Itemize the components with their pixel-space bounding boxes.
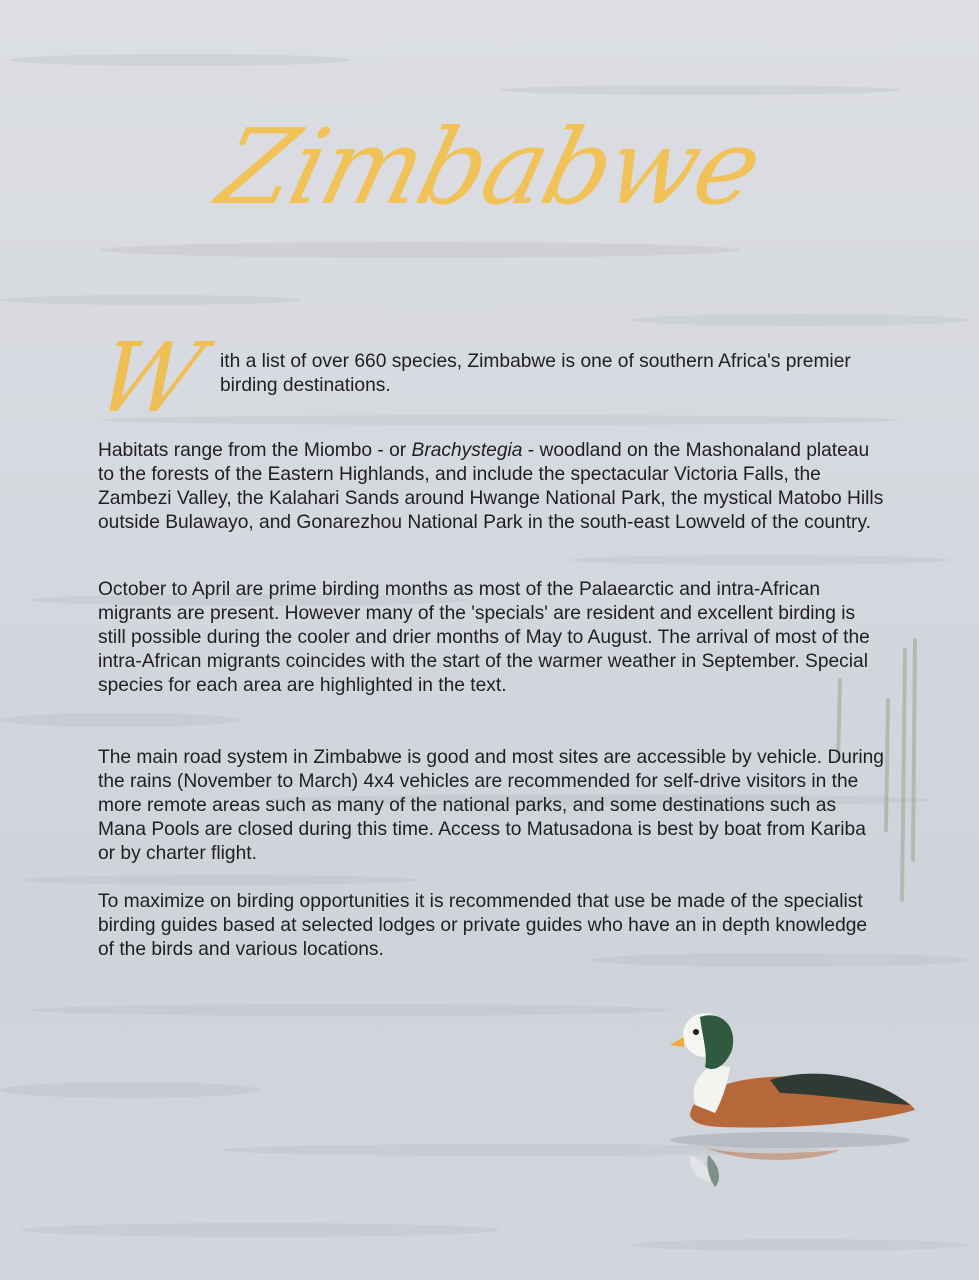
- seasons-paragraph: October to April are prime birding months as most of the Palaearctic and intra-African migrants are present. However many of the 'specials' are resident and excellent birding is still possible during the cooler and drier months of May to August. The arrival of most of the intra-African migrants coincides with the start of the warmer weather in September. Special species for each area are highlighted in the text.: [98, 579, 870, 696]
- intro-paragraph: ith a list of over 660 species, Zimbabwe is one of southern Africa's premier birding destinations.: [220, 351, 851, 396]
- habitats-paragraph: [98, 439, 888, 535]
- guides-paragraph: To maximize on birding opportunities it is recommended that use be made of the specialist birding guides based at selected lodges or private guides who have an in depth knowledge of the birds and various locations.: [98, 891, 868, 960]
- drop-cap-letter: W: [83, 322, 215, 434]
- page-title: Zimbabwe: [207, 106, 772, 228]
- roads-paragraph: The main road system in Zimbabwe is good and most sites are accessible by vehicle. During the rains (November to March) 4x4 vehicles are recommended for self-drive visitors in the more remote areas such as many of the national parks, and some destinations such as Mana Pools are closed during this time. Access to Matusadona is best by boat from Kariba or by charter flight.: [98, 747, 884, 864]
- habitats-text-after: - woodland on the Mashonaland plateau to the forests of the Eastern Highlands, and include the spectacular Victoria Falls, the Zambezi Valley, the Kalahari Sands around Hwange National Park, the mystical Matobo Hills outside Bulawayo, and Gonarezhou National Park in the south-east Lowveld of the country.: [98, 440, 884, 533]
- pygmy-goose-image: [660, 1005, 930, 1195]
- brachystegia-italic: Brachystegia: [411, 440, 523, 461]
- habitats-text-before: Habitats range from the Miombo - or: [98, 440, 412, 461]
